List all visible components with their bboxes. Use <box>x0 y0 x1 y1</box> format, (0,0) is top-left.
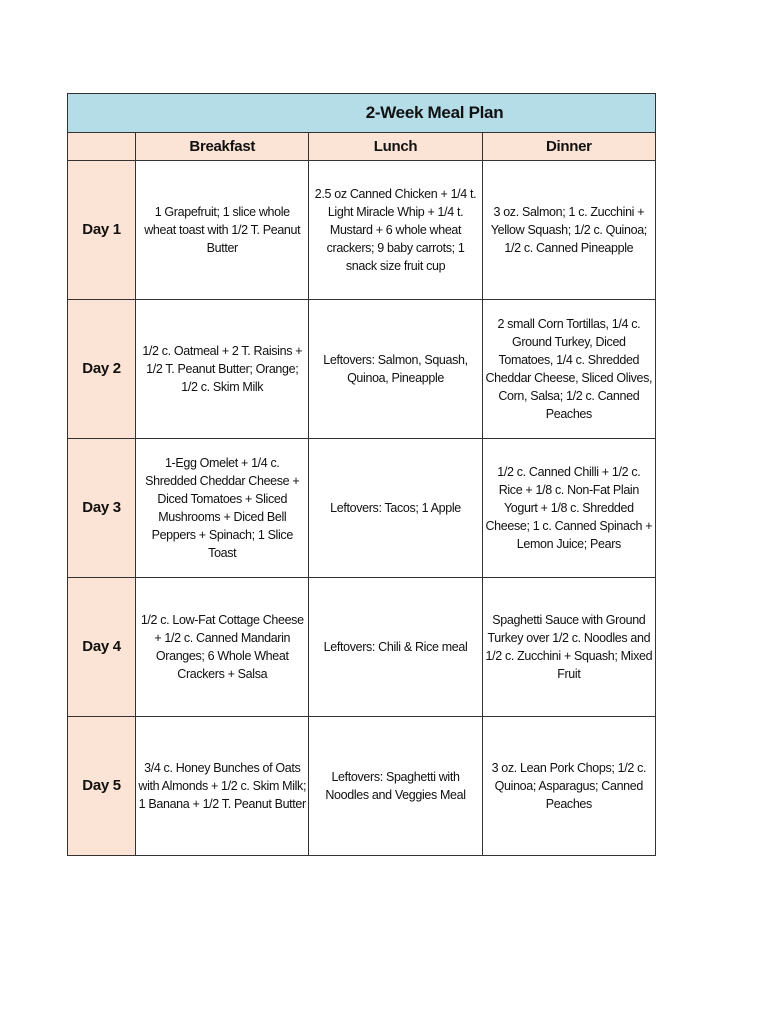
day-label: Day 3 <box>68 439 136 578</box>
dinner-cell: 3 oz. Salmon; 1 c. Zucchini + Yellow Squash; 1/2 c. Quinoa; 1/2 c. Canned Pineapple <box>482 161 655 300</box>
breakfast-cell: 1/2 c. Oatmeal + 2 T. Raisins + 1/2 T. Peanut Butter; Orange; 1/2 c. Skim Milk <box>136 300 309 439</box>
lunch-cell: Leftovers: Tacos; 1 Apple <box>309 439 482 578</box>
page-title: 2-Week Meal Plan <box>365 103 504 122</box>
dinner-cell: 3 oz. Lean Pork Chops; 1/2 c. Quinoa; Asparagus; Canned Peaches <box>482 717 655 856</box>
column-header-row <box>68 133 656 161</box>
dinner-header: Dinner <box>482 133 655 161</box>
day-label: Day 1 <box>68 161 136 300</box>
meal-plan-body <box>68 94 656 856</box>
day-row <box>68 439 656 578</box>
lunch-cell: Leftovers: Spaghetti with Noodles and Veggies Meal <box>309 717 482 856</box>
breakfast-cell: 1 Grapefruit; 1 slice whole wheat toast with 1/2 T. Peanut Butter <box>136 161 309 300</box>
dinner-cell: 2 small Corn Tortillas, 1/4 c. Ground Turkey, Diced Tomatoes, 1/4 c. Shredded Cheddar Cheese, Sliced Olives, Corn, Salsa; 1/2 c. Canned Peaches <box>482 300 655 439</box>
day-label: Day 4 <box>68 578 136 717</box>
meal-plan-sheet <box>67 93 656 856</box>
breakfast-header: Breakfast <box>136 133 309 161</box>
corner-header <box>68 133 136 161</box>
title-cell <box>68 94 656 133</box>
day-row <box>68 578 656 717</box>
title-row <box>68 94 656 133</box>
dinner-cell: 1/2 c. Canned Chilli + 1/2 c. Rice + 1/8 c. Non-Fat Plain Yogurt + 1/8 c. Shredded Cheese; 1 c. Canned Spinach + Lemon Juice; Pears <box>482 439 655 578</box>
lunch-cell: Leftovers: Salmon, Squash, Quinoa, Pineapple <box>309 300 482 439</box>
breakfast-cell: 3/4 c. Honey Bunches of Oats with Almonds + 1/2 c. Skim Milk; 1 Banana + 1/2 T. Peanut Butter <box>136 717 309 856</box>
meal-plan-table <box>67 93 656 856</box>
breakfast-cell: 1-Egg Omelet + 1/4 c. Shredded Cheddar Cheese + Diced Tomatoes + Sliced Mushrooms + Diced Bell Peppers + Spinach; 1 Slice Toast <box>136 439 309 578</box>
breakfast-cell: 1/2 c. Low-Fat Cottage Cheese + 1/2 c. Canned Mandarin Oranges; 6 Whole Wheat Crackers + Salsa <box>136 578 309 717</box>
day-row <box>68 300 656 439</box>
lunch-cell: Leftovers: Chili & Rice meal <box>309 578 482 717</box>
day-row <box>68 717 656 856</box>
day-row <box>68 161 656 300</box>
lunch-cell: 2.5 oz Canned Chicken + 1/4 t. Light Miracle Whip + 1/4 t. Mustard + 6 whole wheat crackers; 9 baby carrots; 1 snack size fruit cup <box>309 161 482 300</box>
day-label: Day 5 <box>68 717 136 856</box>
day-label: Day 2 <box>68 300 136 439</box>
dinner-cell: Spaghetti Sauce with Ground Turkey over 1/2 c. Noodles and 1/2 c. Zucchini + Squash; Mixed Fruit <box>482 578 655 717</box>
lunch-header: Lunch <box>309 133 482 161</box>
